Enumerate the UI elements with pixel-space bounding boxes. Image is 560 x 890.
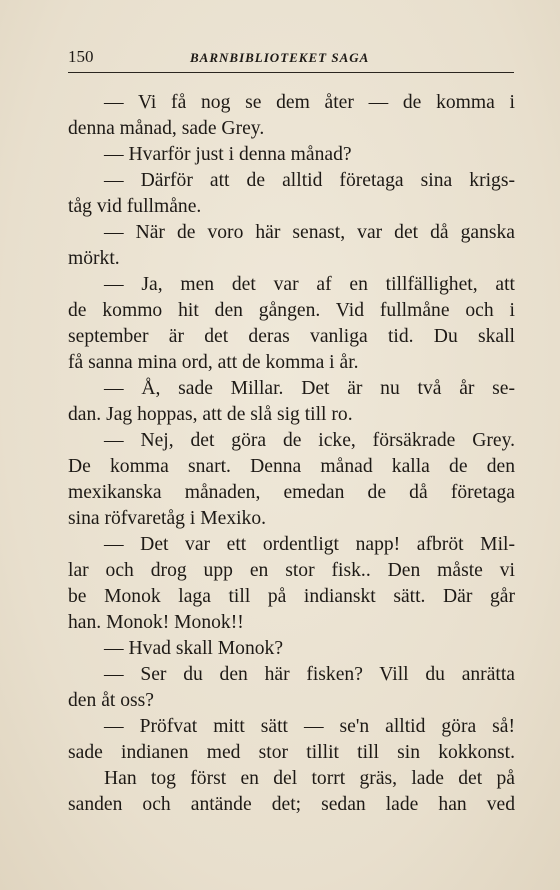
text-line: mexikanska månaden, emedan de då företaga (68, 482, 515, 503)
text-line: sade indianen med stor tillit till sin kokkonst. (68, 742, 515, 763)
body-text (68, 90, 515, 818)
text-line: den åt oss? (68, 690, 154, 711)
text-line: han. Monok! Monok!! (68, 612, 244, 633)
text-line: september är det deras vanliga tid. Du skall (68, 326, 515, 347)
text-line: få sanna mina ord, att de komma i år. (68, 352, 359, 373)
text-line: — Hvarför just i denna månad? (104, 144, 352, 165)
text-line: — Ja, men det var af en tillfällighet, att (104, 274, 515, 295)
text-line: — Ser du den här fisken? Vill du anrätta (104, 664, 515, 685)
text-line: lar och drog upp en stor fisk.. Den måste vi (68, 560, 515, 581)
text-line: — Å, sade Millar. Det är nu två år se- (104, 378, 515, 399)
text-line: mörkt. (68, 248, 120, 269)
text-line: — Därför att de alltid företaga sina krigs- (104, 170, 515, 191)
text-line: denna månad, sade Grey. (68, 118, 265, 139)
text-line: de kommo hit den gången. Vid fullmåne och i (68, 300, 515, 321)
text-line: — Hvad skall Monok? (104, 638, 284, 659)
page-number: 150 (68, 47, 94, 66)
text-line: — När de voro här senast, var det då ganska (104, 222, 515, 243)
text-line: dan. Jag hoppas, att de slå sig till ro. (68, 404, 353, 425)
text-line: — Vi få nog se dem åter — de komma i (104, 92, 515, 113)
text-line: sanden och antände det; sedan lade han ved (68, 794, 515, 815)
text-line: sina röfvaretåg i Mexiko. (68, 508, 267, 529)
text-line: be Monok laga till på indianskt sätt. Där går (68, 586, 515, 607)
text-line: De komma snart. Denna månad kalla de den (68, 456, 515, 477)
text-line: — Nej, det göra de icke, försäkrade Grey. (104, 430, 515, 451)
page-header (68, 44, 514, 73)
text-line: tåg vid fullmåne. (68, 196, 202, 217)
running-title: BARNBIBLIOTEKET SAGA (190, 50, 370, 65)
text-line: — Pröfvat mitt sätt — se'n alltid göra så! (104, 716, 515, 737)
text-line: Han tog först en del torrt gräs, lade det på (104, 768, 515, 789)
text-line: — Det var ett ordentligt napp! afbröt Mil- (104, 534, 515, 555)
